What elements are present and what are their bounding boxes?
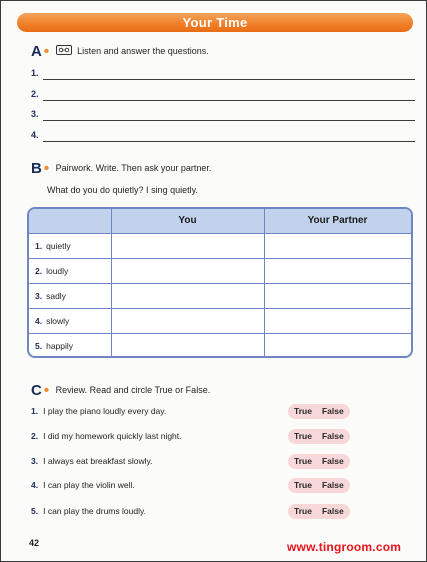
review-item: 3. I always eat breakfast slowly. True False [31,456,361,470]
true-option[interactable]: True [294,431,312,441]
answer-line-2[interactable] [31,89,415,101]
answer-number: 2. [31,89,39,99]
page-title: Your Time [17,13,413,32]
true-false-pill [288,404,350,419]
answer-line-3[interactable] [31,109,415,121]
row-label: 1. quietly [35,241,71,251]
cassette-tape-icon [56,45,72,55]
review-item: 1. I play the piano loudly every day. True False [31,406,361,420]
review-item: 5. I can play the drums loudly. True False [31,506,361,520]
section-c-heading [31,382,210,399]
watermark: www.tingroom.com [287,540,402,554]
section-b-instruction: Pairwork. Write. Then ask your partner. [55,163,212,173]
header-you: You [178,215,197,226]
answer-number: 1. [31,68,39,78]
section-a-heading [31,43,209,60]
row-label: 5. happily [35,341,74,351]
section-b-letter: B [31,160,42,177]
row-label: 4. slowly [35,316,70,326]
review-item: 4. I can play the violin well. True False [31,480,361,494]
table-row [29,283,411,309]
section-a-instruction: Listen and answer the questions. [77,46,209,56]
page-number: 42 [29,538,40,548]
section-c-letter: C [31,382,42,399]
table-row [29,308,411,334]
section-dot: • [43,382,50,399]
true-option[interactable]: True [294,480,312,490]
header-blank [29,209,111,233]
true-option[interactable]: True [294,406,312,416]
section-dot: • [43,43,50,60]
true-false-pill [288,504,350,519]
table-header [29,209,411,234]
row-label: 2. loudly [35,266,69,276]
false-option[interactable]: False [321,480,344,490]
answer-number: 3. [31,109,39,119]
table-row [29,233,411,259]
false-option[interactable]: False [321,456,344,466]
section-dot: • [43,160,50,177]
answer-number: 4. [31,130,39,140]
true-option[interactable]: True [294,456,312,466]
example-sentence: What do you do quietly? I sing quietly. [47,185,198,195]
review-item: 2. I did my homework quickly last night. True False [31,431,361,445]
answer-line-4[interactable] [31,130,415,142]
section-b-heading [31,160,211,177]
true-false-pill [288,429,350,444]
true-false-pill [288,454,350,469]
table-row [29,333,411,358]
false-option[interactable]: False [321,406,344,416]
false-option[interactable]: False [321,506,344,516]
section-c-instruction: Review. Read and circle True or False. [55,385,211,395]
table-row [29,258,411,284]
section-a-letter: A [31,43,42,60]
pairwork-table [27,207,413,358]
true-option[interactable]: True [294,506,312,516]
true-false-pill [288,478,350,493]
answer-line-1[interactable] [31,68,415,80]
row-label: 3. sadly [35,291,66,301]
header-your-partner: Your Partner [307,215,368,226]
false-option[interactable]: False [321,431,344,441]
